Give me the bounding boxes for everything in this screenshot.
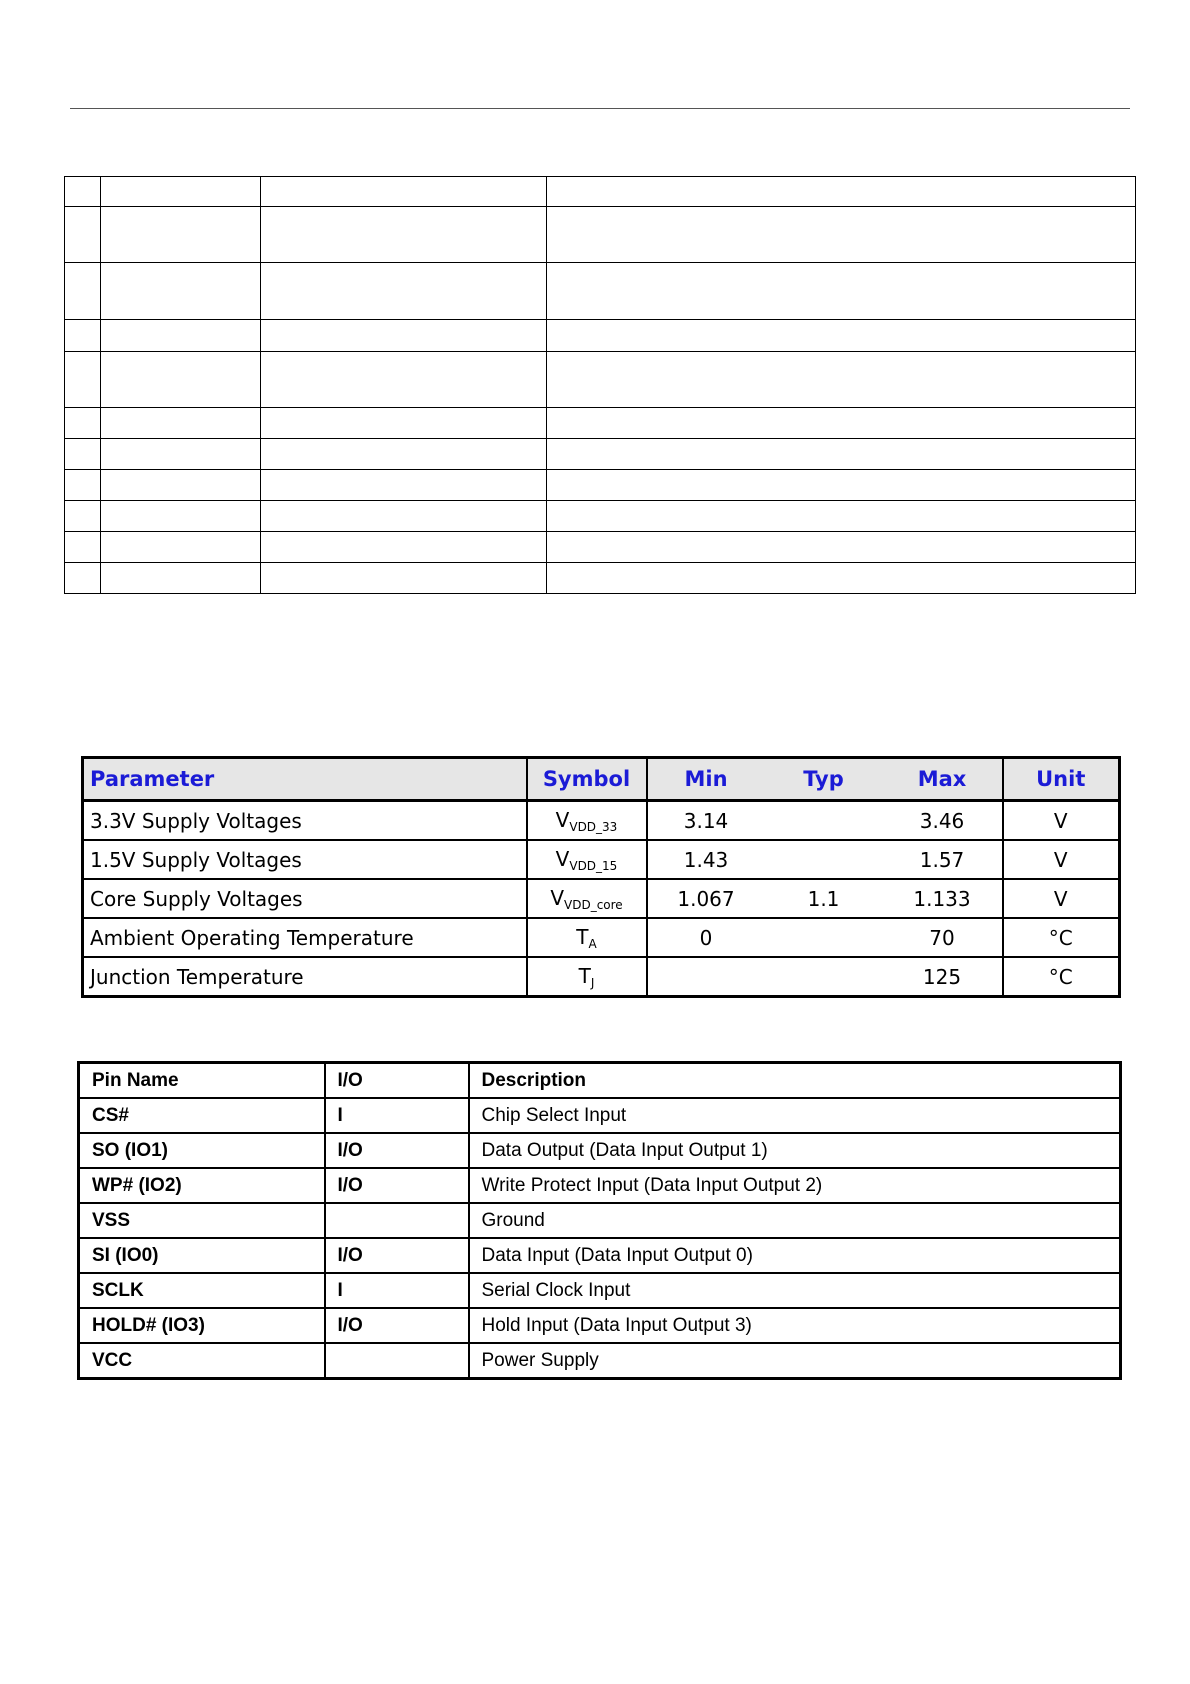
param-cell: 1.5V Supply Voltages: [83, 840, 527, 879]
pin-name-cell: SO (IO1): [79, 1133, 325, 1168]
io-cell: I: [325, 1273, 469, 1308]
pin-row: [79, 1133, 1121, 1168]
spec-row: [83, 840, 1120, 879]
param-cell: Junction Temperature: [83, 957, 527, 997]
io-cell: I/O: [325, 1168, 469, 1203]
clipped-heading-remnant: [76, 1046, 286, 1052]
min-cell: 1.43: [647, 840, 765, 879]
io-cell: [325, 1343, 469, 1379]
pin-name-cell: HOLD# (IO3): [79, 1308, 325, 1343]
description-cell: Hold Input (Data Input Output 3): [469, 1308, 1121, 1343]
max-cell: 125: [883, 957, 1003, 997]
pin-name-cell: SCLK: [79, 1273, 325, 1308]
header-parameter: Parameter: [83, 758, 527, 801]
unit-cell: °C: [1003, 957, 1120, 997]
symbol-base: V: [555, 846, 570, 871]
pin-row: [79, 1238, 1121, 1273]
io-cell: I: [325, 1098, 469, 1133]
max-cell: 1.133: [883, 879, 1003, 918]
header-min: Min: [647, 758, 765, 801]
pin-header-row: [79, 1063, 1121, 1099]
min-cell: 3.14: [647, 801, 765, 841]
header-max: Max: [883, 758, 1003, 801]
description-cell: Power Supply: [469, 1343, 1121, 1379]
spec-row: [83, 918, 1120, 957]
symbol-base: T: [576, 924, 589, 949]
symbol-sub: VDD_33: [569, 819, 618, 834]
param-cell: Ambient Operating Temperature: [83, 918, 527, 957]
unit-cell: °C: [1003, 918, 1120, 957]
description-cell: Data Input (Data Input Output 0): [469, 1238, 1121, 1273]
pin-row: [79, 1273, 1121, 1308]
header-unit: Unit: [1003, 758, 1120, 801]
io-cell: I/O: [325, 1133, 469, 1168]
symbol-cell: [527, 957, 647, 997]
pin-name-cell: SI (IO0): [79, 1238, 325, 1273]
min-cell: 1.067: [647, 879, 765, 918]
empty-grid-table: [64, 176, 1136, 594]
pin-row: [79, 1203, 1121, 1238]
typ-cell: [765, 801, 883, 841]
empty-row: [65, 439, 1136, 470]
io-cell: I/O: [325, 1308, 469, 1343]
empty-row: [65, 501, 1136, 532]
operating-conditions-table: [81, 756, 1121, 998]
empty-row: [65, 408, 1136, 439]
typ-cell: [765, 840, 883, 879]
empty-row: [65, 207, 1136, 263]
io-cell: [325, 1203, 469, 1238]
unit-cell: V: [1003, 879, 1120, 918]
symbol-base: V: [555, 807, 570, 832]
unit-cell: V: [1003, 840, 1120, 879]
header-io: I/O: [325, 1063, 469, 1099]
pin-name-cell: VSS: [79, 1203, 325, 1238]
spec-row: [83, 879, 1120, 918]
empty-row: [65, 320, 1136, 352]
typ-cell: 1.1: [765, 879, 883, 918]
empty-row: [65, 532, 1136, 563]
symbol-sub: J: [590, 975, 595, 990]
description-cell: Ground: [469, 1203, 1121, 1238]
header-description: Description: [469, 1063, 1121, 1099]
io-cell: I/O: [325, 1238, 469, 1273]
symbol-cell: [527, 801, 647, 841]
min-cell: [647, 957, 765, 997]
description-cell: Write Protect Input (Data Input Output 2): [469, 1168, 1121, 1203]
header-rule: [70, 108, 1130, 109]
pin-row: [79, 1098, 1121, 1133]
max-cell: 1.57: [883, 840, 1003, 879]
spec-row: [83, 957, 1120, 997]
typ-cell: [765, 957, 883, 997]
empty-row: [65, 352, 1136, 408]
spec-row: [83, 801, 1120, 841]
header-typ: Typ: [765, 758, 883, 801]
pin-name-cell: VCC: [79, 1343, 325, 1379]
max-cell: 3.46: [883, 801, 1003, 841]
empty-row: [65, 263, 1136, 320]
spec-header-row: [83, 758, 1120, 801]
header-pin-name: Pin Name: [79, 1063, 325, 1099]
symbol-cell: [527, 840, 647, 879]
description-cell: Serial Clock Input: [469, 1273, 1121, 1308]
pin-description-table: [77, 1061, 1122, 1380]
pin-row: [79, 1343, 1121, 1379]
description-cell: Data Output (Data Input Output 1): [469, 1133, 1121, 1168]
pin-name-cell: WP# (IO2): [79, 1168, 325, 1203]
symbol-sub: VDD_15: [569, 858, 618, 873]
symbol-cell: [527, 918, 647, 957]
symbol-base: V: [550, 885, 564, 910]
empty-row: [65, 470, 1136, 501]
param-cell: 3.3V Supply Voltages: [83, 801, 527, 841]
pin-row: [79, 1308, 1121, 1343]
symbol-cell: [527, 879, 647, 918]
param-cell: Core Supply Voltages: [83, 879, 527, 918]
symbol-sub: A: [588, 936, 597, 951]
symbol-sub: VDD_core: [564, 897, 623, 912]
unit-cell: V: [1003, 801, 1120, 841]
min-cell: 0: [647, 918, 765, 957]
pin-row: [79, 1168, 1121, 1203]
max-cell: 70: [883, 918, 1003, 957]
empty-row: [65, 563, 1136, 594]
header-symbol: Symbol: [527, 758, 647, 801]
symbol-base: T: [578, 963, 591, 988]
empty-row: [65, 177, 1136, 207]
description-cell: Chip Select Input: [469, 1098, 1121, 1133]
pin-name-cell: CS#: [79, 1098, 325, 1133]
typ-cell: [765, 918, 883, 957]
